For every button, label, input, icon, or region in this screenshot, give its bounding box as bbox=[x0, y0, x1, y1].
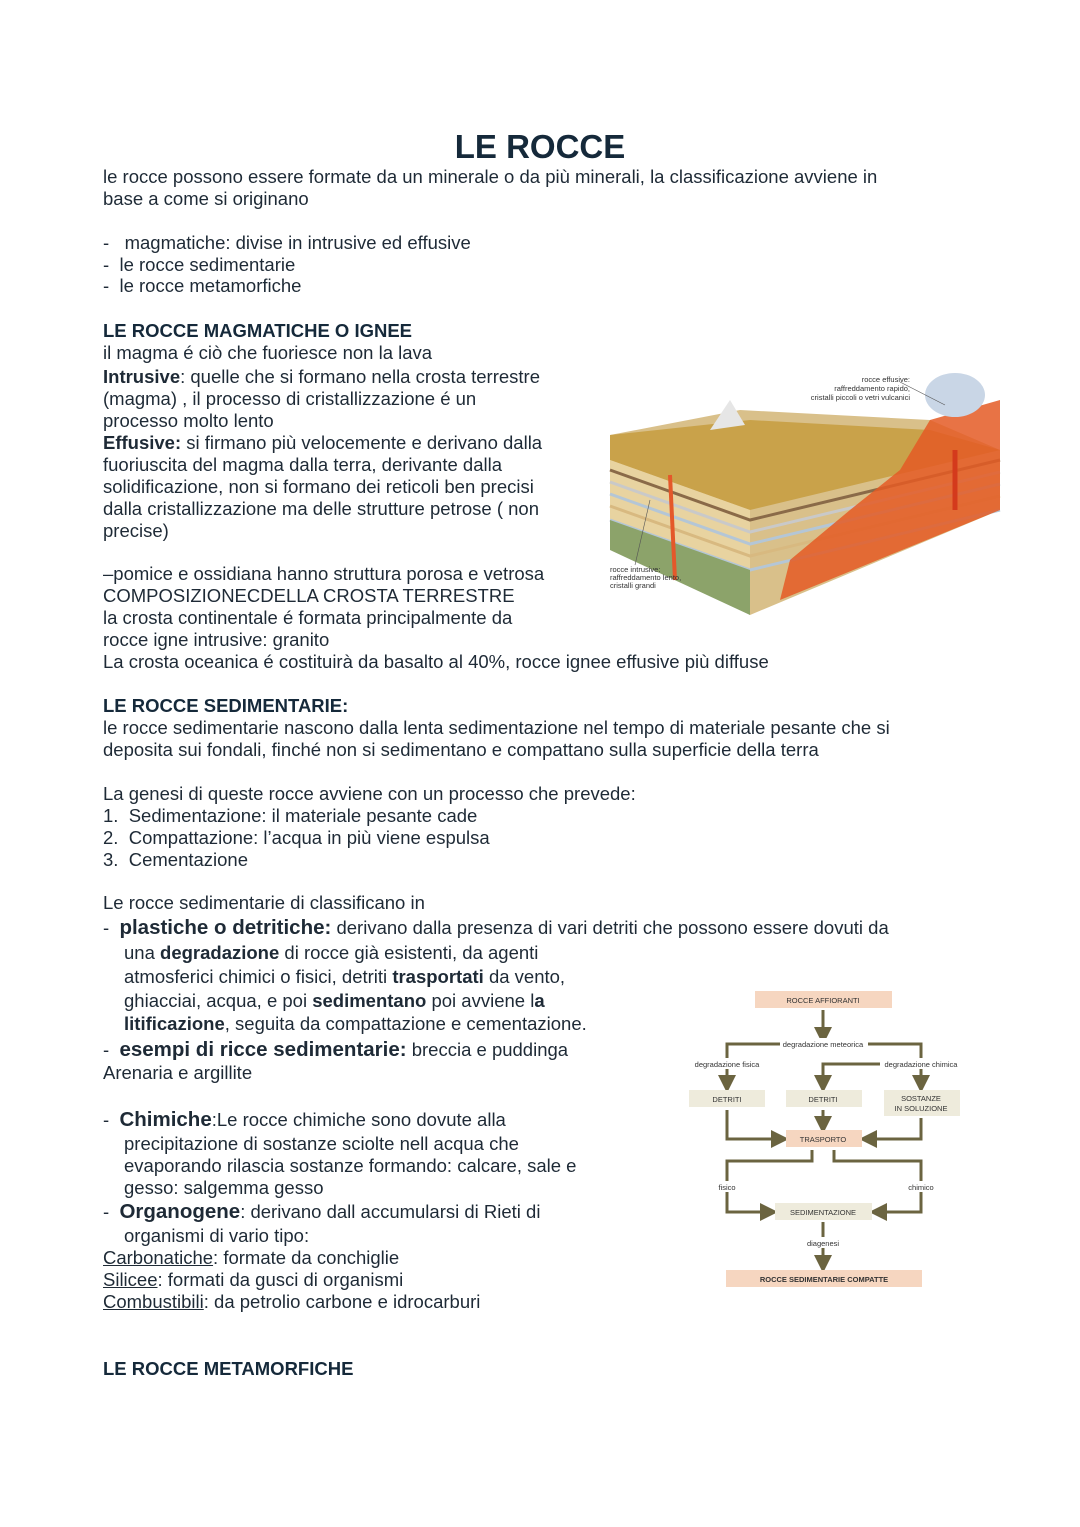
flow-label: DETRITI bbox=[808, 1095, 838, 1104]
text: ghiacciai, acqua, e poi bbox=[124, 990, 313, 1011]
paragraph-line: le rocce sedimentarie nascono dalla lenta sedimentazione nel tempo di materiale pesante che si bbox=[103, 717, 890, 738]
term: litificazione bbox=[124, 1013, 225, 1034]
paragraph-line: (magma) , il processo di cristallizzazione é un bbox=[103, 388, 477, 409]
type-item: - magmatiche: divise in intrusive ed effusive bbox=[103, 232, 471, 253]
flow-label: DETRITI bbox=[712, 1095, 742, 1104]
text: : quelle che si formano nella crosta terrestre bbox=[180, 366, 541, 387]
paragraph-line: rocce igne intrusive: granito bbox=[103, 629, 330, 650]
flow-label: SOSTANZE bbox=[901, 1094, 941, 1103]
flow-label: IN SOLUZIONE bbox=[894, 1104, 948, 1113]
paragraph-line: precise) bbox=[103, 520, 169, 541]
flow-label: degradazione meteorica bbox=[782, 1040, 864, 1049]
text: : da petrolio carbone e idrocarburi bbox=[203, 1291, 481, 1312]
term: degradazione bbox=[160, 942, 280, 963]
paragraph-line: processo molto lento bbox=[103, 410, 274, 431]
term: plastiche o detritiche: bbox=[119, 916, 332, 939]
type-text: magmatiche: divise in intrusive ed effusive bbox=[124, 232, 471, 253]
effusive-label: raffreddamento rapido, bbox=[834, 384, 910, 393]
paragraph-line: COMPOSIZIONECDELLA CROSTA TERRESTRE bbox=[103, 585, 515, 606]
step-item: 3. Cementazione bbox=[103, 849, 249, 870]
intrusive-label: cristalli grandi bbox=[610, 581, 656, 590]
paragraph-line: fuoriuscita del magma dalla terra, derivante dalla bbox=[103, 454, 502, 475]
type-text: le rocce metamorfiche bbox=[119, 275, 302, 296]
text: poi avviene l bbox=[426, 990, 535, 1011]
text: di rocce già esistenti, da agenti bbox=[279, 942, 539, 963]
term: Silicee bbox=[103, 1269, 158, 1290]
text: : formate da conchiglie bbox=[213, 1247, 400, 1268]
term: trasportati bbox=[392, 966, 484, 987]
step-item: 2. Compattazione: l’acqua in più viene espulsa bbox=[103, 827, 490, 848]
flow-label: diagenesi bbox=[806, 1239, 840, 1248]
flow-label: ROCCE SEDIMENTARIE COMPATTE bbox=[759, 1275, 889, 1284]
paragraph-line: La genesi di queste rocce avviene con un processo che prevede: bbox=[103, 783, 636, 804]
type-text: le rocce sedimentarie bbox=[119, 254, 296, 275]
intrusive-label: rocce intrusive: bbox=[610, 565, 661, 574]
paragraph-line: precipitazione di sostanze sciolte nell acqua che bbox=[124, 1133, 519, 1154]
paragraph-line: deposita sui fondali, finché non si sedimentano e compattano sulla superficie della terra bbox=[103, 739, 819, 760]
intro-line: le rocce possono essere formate da un minerale o da più minerali, la classificazione avviene in bbox=[103, 166, 878, 187]
paragraph-line: il magma é ciò che fuoriesce non la lava bbox=[103, 342, 433, 363]
intrusive-label: raffreddamento lento, bbox=[610, 573, 682, 582]
step-text: Sedimentazione: il materiale pesante cade bbox=[128, 805, 478, 826]
term: Chimiche bbox=[119, 1108, 212, 1131]
term: Effusive: bbox=[103, 432, 182, 453]
section-heading-metamorphic: LE ROCCE METAMORFICHE bbox=[103, 1358, 354, 1379]
flow-label: fisico bbox=[718, 1183, 736, 1192]
flow-label: ROCCE AFFIORANTI bbox=[786, 996, 860, 1005]
flow-label: SEDIMENTAZIONE bbox=[789, 1208, 857, 1217]
term: a bbox=[534, 990, 545, 1011]
section-heading-magmatic: LE ROCCE MAGMATICHE O IGNEE bbox=[103, 320, 413, 341]
step-text: Cementazione bbox=[128, 849, 249, 870]
paragraph-line: dalla cristallizzazione ma delle strutture petrose ( non bbox=[103, 498, 539, 519]
paragraph-line: –pomice e ossidiana hanno struttura porosa e vetrosa bbox=[103, 563, 545, 584]
text: derivano dalla presenza di vari detriti che possono essere dovuti da bbox=[331, 917, 889, 938]
paragraph-line: Le rocce sedimentarie di classificano in bbox=[103, 892, 425, 913]
term: esempi di ricce sedimentarie: bbox=[119, 1038, 407, 1061]
section-heading-sedimentary: LE ROCCE SEDIMENTARIE: bbox=[103, 695, 349, 716]
page-title: LE ROCCE bbox=[454, 128, 626, 165]
flow-label: TRASPORTO bbox=[799, 1135, 847, 1144]
paragraph-line: evaporando rilascia sostanze formando: calcare, sale e bbox=[124, 1155, 577, 1176]
intro-line: base a come si originano bbox=[103, 188, 309, 209]
step-item: 1. Sedimentazione: il materiale pesante cade bbox=[103, 805, 478, 826]
flow-label: degradazione fisica bbox=[694, 1060, 760, 1069]
list-item-esempi: - esempi di ricce sedimentarie: breccia e puddinga bbox=[103, 1038, 569, 1061]
effusive-label: rocce effusive: bbox=[861, 375, 910, 384]
effusive-label: cristalli piccoli o vetri vulcanici bbox=[810, 393, 910, 402]
text: atmosferici chimici o fisici, detriti bbox=[124, 966, 393, 987]
term: sedimentano bbox=[312, 990, 427, 1011]
term: Organogene bbox=[119, 1200, 241, 1223]
text: : formati da gusci di organismi bbox=[157, 1269, 404, 1290]
list-item-plastiche: - plastiche o detritiche: derivano dalla presenza di vari detriti che possono essere dovuti da bbox=[103, 916, 889, 939]
text: : derivano dall accumularsi di Rieti di bbox=[240, 1201, 541, 1222]
term: Combustibili bbox=[103, 1291, 204, 1312]
paragraph-line: Arenaria e argillite bbox=[103, 1062, 253, 1083]
paragraph-line: La crosta oceanica é costituirà da basalto al 40%, rocce ignee effusive più diffuse bbox=[103, 651, 769, 672]
flow-label: degradazione chimica bbox=[884, 1060, 958, 1069]
text: :Le rocce chimiche sono dovute alla bbox=[211, 1109, 506, 1130]
term: Carbonatiche bbox=[103, 1247, 214, 1268]
paragraph-line: organismi di vario tipo: bbox=[124, 1225, 310, 1246]
type-item: - le rocce sedimentarie bbox=[103, 254, 296, 275]
flow-label: chimico bbox=[908, 1183, 934, 1192]
list-item-chimiche: - Chimiche:Le rocce chimiche sono dovute alla bbox=[103, 1108, 506, 1131]
text: una bbox=[124, 942, 161, 963]
list-item-organogene: - Organogene: derivano dall accumularsi di Rieti di bbox=[103, 1200, 541, 1223]
paragraph-line: gesso: salgemma gesso bbox=[124, 1177, 324, 1198]
text: si firmano più velocemente e derivano dalla bbox=[181, 432, 543, 453]
text: , seguita da compattazione e cementazione. bbox=[224, 1013, 587, 1034]
step-text: Compattazione: l’acqua in più viene espulsa bbox=[128, 827, 490, 848]
paragraph-line: la crosta continentale é formata principalmente da bbox=[103, 607, 513, 628]
text: breccia e puddinga bbox=[406, 1039, 569, 1060]
paragraph-line: solidificazione, non si formano dei reticoli ben precisi bbox=[103, 476, 534, 497]
text: da vento, bbox=[483, 966, 566, 987]
term: Intrusive bbox=[103, 366, 181, 387]
type-item: - le rocce metamorfiche bbox=[103, 275, 302, 296]
